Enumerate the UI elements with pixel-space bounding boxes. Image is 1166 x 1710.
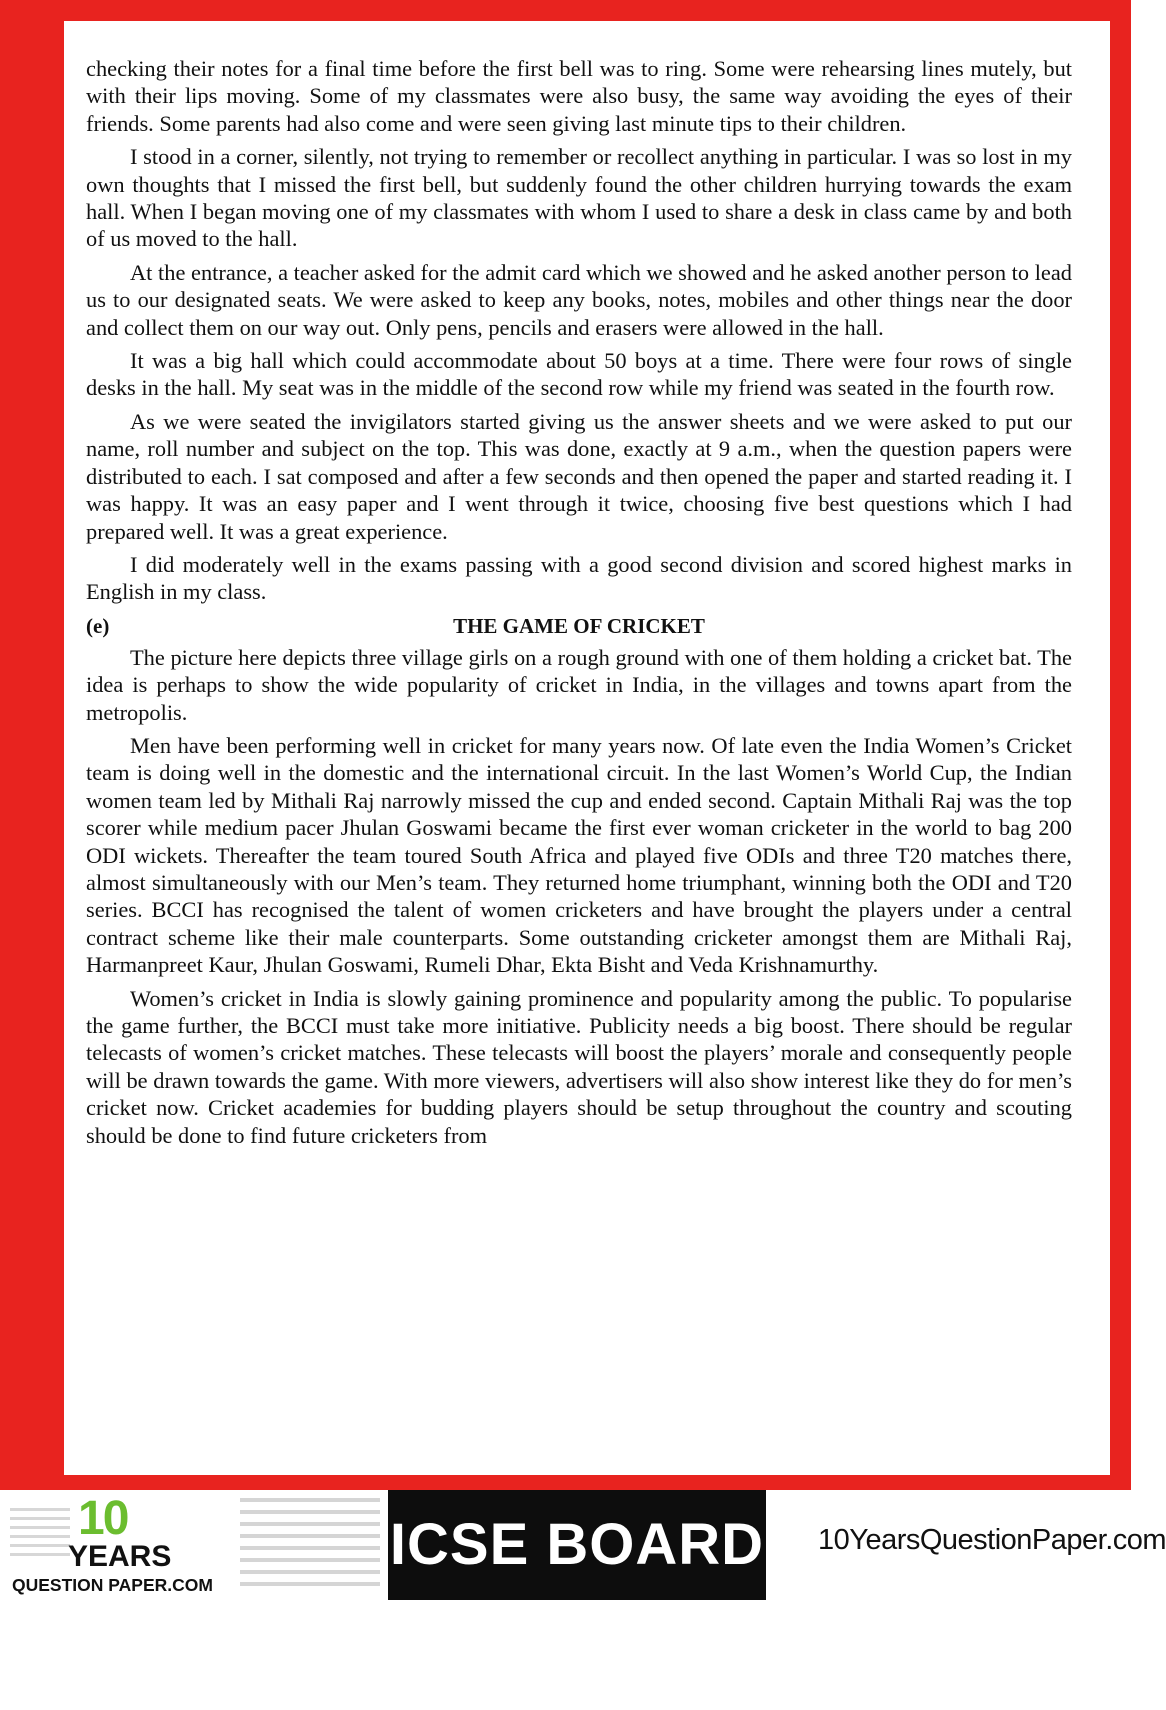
document-page (64, 21, 1110, 1475)
section-title: THE GAME OF CRICKET (453, 613, 705, 638)
section-label: (e) (86, 613, 110, 638)
paragraph: I stood in a corner, silently, not trying to remember or recollect anything in particular. I was so lost in my own thoughts that I missed the first bell, but suddenly found the other children hurrying towards the exam hall. When I began moving one of my classmates with whom I used to share a desk in class came by and both of us moved to the hall. (86, 144, 1072, 252)
page-border-right (1110, 0, 1131, 1490)
paragraph: The picture here depicts three village girls on a rough ground with one of them holding a cricket bat. The idea is perhaps to show the wide popularity of cricket in India, in the villages and towns apart from the metropolis. (86, 644, 1072, 725)
website-link[interactable]: 10YearsQuestionPaper.com (818, 1524, 1166, 1556)
paragraph: Women’s cricket in India is slowly gaining prominence and popularity among the public. To popularise the game further, the BCCI must take more initiative. Publicity needs a big boost. There should be regular telecasts of women’s cricket matches. These telecasts will boost the players’ morale and consequently people will be drawn towards the game. With more viewers, advertisers will also show interest like they do for men’s cricket now. Cricket academies for budding players should be setup throughout the country and scouting should be done to find future cricketers from (86, 985, 1072, 1148)
logo-years: YEARS (68, 1540, 172, 1573)
page-border-left (0, 0, 64, 1600)
paragraph: At the entrance, a teacher asked for the admit card which we showed and he asked another person to lead us to our designated seats. We were asked to keep any books, notes, mobiles and other things near the door and collect them on our way out. Only pens, pencils and erasers were allowed in the hall. (86, 259, 1072, 340)
page-border-top (0, 0, 1131, 21)
footer (0, 1490, 1166, 1687)
page-border-bottom (0, 1475, 1131, 1490)
paragraph: It was a big hall which could accommodate about 50 boys at a time. There were four rows of single desks in the hall. My seat was in the middle of the second row while my friend was seated in the fourth row. (86, 348, 1072, 401)
banner-stripes-decoration (240, 1498, 380, 1594)
logo-lines-decoration (10, 1508, 70, 1568)
logo-site-name: QUESTION PAPER.COM (12, 1575, 213, 1595)
paragraph: checking their notes for a final time before the first bell was to ring. Some were rehearsing lines mutely, but with their lips moving. Some of my classmates were also busy, the same way avoiding the eyes of their friends. Some parents had also come and were seen giving last minute tips to their children. (86, 56, 1072, 136)
paragraph: As we were seated the invigilators started giving us the answer sheets and we were asked to put our name, roll number and subject on the top. This was done, exactly at 9 a.m., when the question papers were distributed to each. I sat composed and after a few seconds and then opened the paper and started reading it. I was happy. It was an easy paper and I went through it twice, choosing five best questions which I had prepared well. It was a great experience. (86, 408, 1072, 544)
logo-number: 10 (78, 1492, 128, 1545)
paragraph: Men have been performing well in cricket for many years now. Of late even the India Women’s Cricket team is doing well in the domestic and the international circuit. In the last Women’s World Cup, the Indian women team led by Mithali Raj narrowly missed the cup and ended second. Captain Mithali Raj was the top scorer while medium pacer Jhulan Goswami became the first ever woman cricketer in the world to bag 200 ODI wickets. Thereafter the team toured South Africa and played five ODIs and three T20 matches there, almost simultaneously with our Men’s team. They returned home triumphant, winning both the ODI and T20 series. BCCI has recognised the talent of women cricketers and have brought the players under a central contract scheme like their male counterparts. Some outstanding cricketer amongst them are Mithali Raj, Harmanpreet Kaur, Jhulan Goswami, Rumeli Dhar, Ekta Bisht and Veda Krishnamurthy. (86, 732, 1072, 978)
site-logo[interactable] (10, 1492, 220, 1596)
paragraph: I did moderately well in the exams passing with a good second division and scored highest marks in English in my class. (86, 551, 1072, 605)
section-heading (86, 612, 1072, 640)
board-banner: ICSE BOARD X (388, 1490, 766, 1600)
